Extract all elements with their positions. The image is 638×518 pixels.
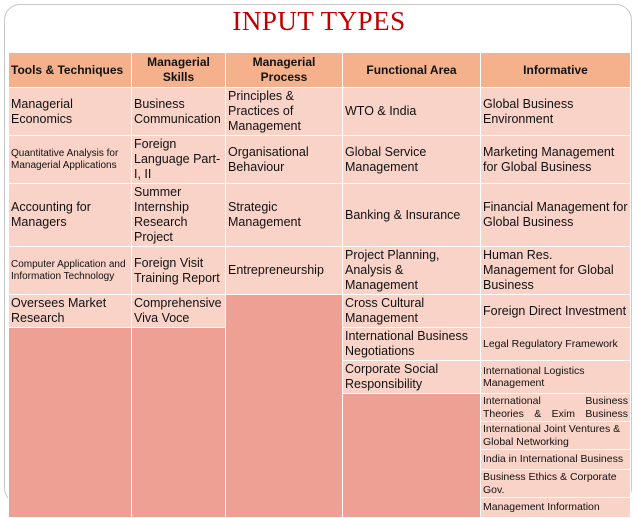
empty-cell xyxy=(226,295,343,518)
table-cell: Oversees Market Research xyxy=(9,295,132,328)
table-row xyxy=(9,184,631,247)
table-cell: Strategic Management xyxy=(226,184,343,247)
table-cell: Human Res. Management for Global Business xyxy=(481,247,631,295)
table-cell: International Business Theories & Exim Business xyxy=(481,394,631,422)
table-cell: Foreign Language Part-I, II xyxy=(132,136,226,184)
table-cell: Computer Application and Information Technology xyxy=(9,247,132,295)
slide-title: INPUT TYPES xyxy=(232,6,406,36)
table-cell: Legal Regulatory Framework xyxy=(481,328,631,361)
table-cell: Business Communication xyxy=(132,88,226,136)
header-functional-area: Functional Area xyxy=(343,53,481,88)
header-managerial-process: Managerial Process xyxy=(226,53,343,88)
table-row xyxy=(9,247,631,295)
table-cell: Quantitative Analysis for Managerial Applications xyxy=(9,136,132,184)
table-cell: Principles & Practices of Management xyxy=(226,88,343,136)
header-informative: Informative xyxy=(481,53,631,88)
header-managerial-skills: Managerial Skills xyxy=(132,53,226,88)
table-cell: India in International Business xyxy=(481,450,631,470)
table-cell: Marketing Management for Global Business xyxy=(481,136,631,184)
table-cell: Organisational Behaviour xyxy=(226,136,343,184)
table-cell: Global Service Management xyxy=(343,136,481,184)
empty-cell xyxy=(9,328,132,518)
header-tools-techniques: Tools & Techniques xyxy=(9,53,132,88)
table-cell: Financial Management for Global Business xyxy=(481,184,631,247)
table-row xyxy=(9,136,631,184)
table-cell: Cross Cultural Management xyxy=(343,295,481,328)
table-cell: Banking & Insurance xyxy=(343,184,481,247)
table-cell: Management Information xyxy=(481,498,631,518)
table-cell: International Business Negotiations xyxy=(343,328,481,361)
table-cell: International Logistics Management xyxy=(481,361,631,394)
table-cell: WTO & India xyxy=(343,88,481,136)
table-cell: Foreign Visit Training Report xyxy=(132,247,226,295)
empty-cell xyxy=(343,394,481,518)
table-cell: Managerial Economics xyxy=(9,88,132,136)
table-cell: Global Business Environment xyxy=(481,88,631,136)
input-types-table xyxy=(8,52,631,518)
table-cell: Business Ethics & Corporate Gov. xyxy=(481,470,631,498)
empty-cell xyxy=(132,328,226,518)
table-cell: Foreign Direct Investment xyxy=(481,295,631,328)
table-row xyxy=(9,88,631,136)
table-cell: Project Planning, Analysis & Management xyxy=(343,247,481,295)
table-cell: Entrepreneurship xyxy=(226,247,343,295)
table-header-row xyxy=(9,53,631,88)
table-row xyxy=(9,295,631,328)
table-cell: International Joint Ventures & Global Networking xyxy=(481,422,631,450)
table-cell: Accounting for Managers xyxy=(9,184,132,247)
table-cell: Corporate Social Responsibility xyxy=(343,361,481,394)
table-cell: Summer Internship Research Project xyxy=(132,184,226,247)
table-cell: Comprehensive Viva Voce xyxy=(132,295,226,328)
